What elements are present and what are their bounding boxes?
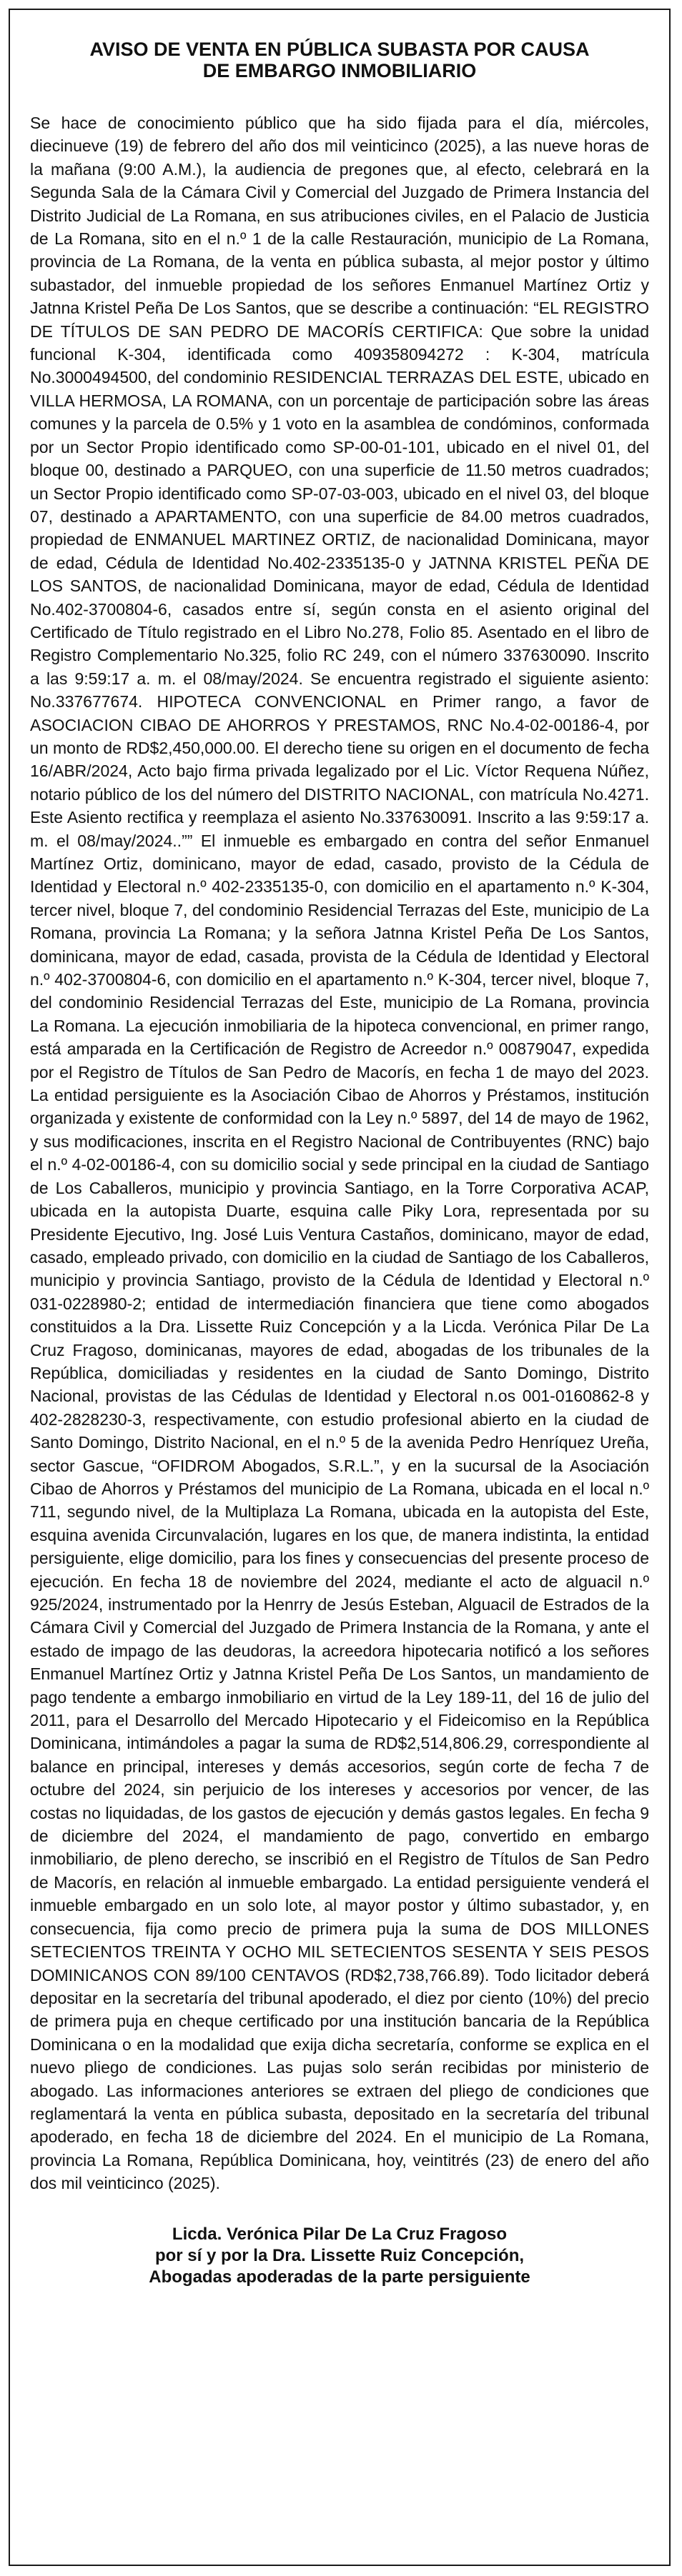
notice-body: Se hace de conocimiento público que ha sido fijada para el día, miércoles, diecinueve (19) de febrero del año dos mil veinticinco (2025), a las nueve horas de la mañana (9:00 A.M.), la audiencia de pregones que, al efecto, celebrará en la Segunda Sala de la Cámara Civil y Comercial del Juzgado de Primera Instancia del Distrito Judicial de La Romana, en sus atribuciones civiles, en el Palacio de Justicia de La Romana, sito en el n.º 1 de la calle Restauración, municipio de La Romana, provincia de La Romana, de la venta en pública subasta, al mejor postor y último subastador, del inmueble propiedad de los señores Enmanuel Martínez Ortiz y Jatnna Kristel Peña De Los Santos, que se describe a continuación: “EL REGISTRO DE TÍTULOS DE SAN PEDRO DE MACORÍS CERTIFICA: Que sobre la unidad funcional K-304, identificada como 409358094272 : K-304, matrícula No.3000494500, del condominio RESIDENCIAL TERRAZAS DEL ESTE, ubicado en VILLA HERMOSA, LA ROMANA, con un porcentaje de participación sobre las áreas comunes y la parcela de 0.5% y 1 voto en la asamblea de condóminos, conformada por un Sector Propio identificado como SP-00-01-101, ubicado en el nivel 01, del bloque 00, destinado a PARQUEO, con una superficie de 11.50 metros cuadrados; un Sector Propio identificado como SP-07-03-003, ubicado en el nivel 03, del bloque 07, destinado a APARTAMENTO, con una superficie de 84.00 metros cuadrados, propiedad de ENMANUEL MARTINEZ ORTIZ, de nacionalidad Dominicana, mayor de edad, Cédula de Identidad No.402-2335135-0 y JATNNA KRISTEL PEÑA DE LOS SANTOS, de nacionalidad Dominicana, mayor de edad, Cédula de Identidad No.402-3700804-6, casados entre sí, según consta en el asiento original del Certificado de Título registrado en el Libro No.278, Folio 85. Asentado en el libro de Registro Complementario No.325, folio RC 249, con el número 337630090. Inscrito a las 9:59:17 a. m. el 08/may/2024. Se encuentra registrado el siguiente asiento: No.337677674. HIPOTECA CONVENCIONAL en Primer rango, a favor de ASOCIACION CIBAO DE AHORROS Y PRESTAMOS, RNC No.4-02-00186-4, por un monto de RD$2,450,000.00. El derecho tiene su origen en el documento de fecha 16/ABR/2024, Acto bajo firma privada legalizado por el Lic. Víctor Requena Núñez, notario público de los del número del DISTRITO NACIONAL, con matrícula No.4271. Este Asiento rectifica y reemplaza el asiento No.337630091. Inscrito a las 9:59:17 a. m. el 08/may/2024..”” El inmueble es embargado en contra del señor Enmanuel Martínez Ortiz, dominicano, mayor de edad, casado, provisto de la Cédula de Identidad y Electoral n.º 402-2335135-0, con domicilio en el apartamento n.º K-304, tercer nivel, bloque 7, del condominio Residencial Terrazas del Este, municipio de La Romana, provincia La Romana; y la señora Jatnna Kristel Peña De Los Santos, dominicana, mayor de edad, casada, provista de la Cédula de Identidad y Electoral n.º 402-3700804-6, con domicilio en el apartamento n.º K-304, tercer nivel, bloque 7, del condominio Residencial Terrazas del Este, municipio de La Romana, provincia La Romana. La ejecución inmobiliaria de la hipoteca convencional, en primer rango, está amparada en la Certificación de Registro de Acreedor n.º 00879047, expedida por el Registro de Títulos de San Pedro de Macorís, en fecha 1 de mayo del 2023. La entidad persiguiente es la Asociación Cibao de Ahorros y Préstamos, institución organizada y existente de conformidad con la Ley n.º 5897, del 14 de mayo de 1962, y sus modificaciones, inscrita en el Registro Nacional de Contribuyentes (RNC) bajo el n.º 4-02-00186-4, con su domicilio social y sede principal en la ciudad de Santiago de Los Caballeros, municipio y provincia Santiago, en la Torre Corporativa ACAP, ubicada en la autopista Duarte, esquina calle Piky Lora, representada por su Presidente Ejecutivo, Ing. José Luis Ventura Castaños, dominicano, mayor de edad, casado, empleado privado, con domicilio en la ciudad de Santiago de los Caballeros, municipio y provincia Santiago, provisto de la Cédula de Identidad y Electoral n.º 031-0228980-2; entidad de intermediación financiera que tiene como abogados constituidos a la Dra. Lissette Ruiz Concepción y a la Licda. Verónica Pilar De La Cruz Fragoso, dominicanas, mayores de edad, abogadas de los tribunales de la República, domiciliadas y residentes en la ciudad de Santo Domingo, Distrito Nacional, provistas de las Cédulas de Identidad y Electoral n.os 001-0160862-8 y 402-2828230-3, respectivamente, con estudio profesional abierto en la ciudad de Santo Domingo, Distrito Nacional, en el n.º 5 de la avenida Pedro Henríquez Ureña, sector Gascue, “OFIDROM Abogados, S.R.L.”, y en la sucursal de la Asociación Cibao de Ahorros y Préstamos del municipio de La Romana, ubicada en el local n.º 711, segundo nivel, de la Multiplaza La Romana, ubicada en la autopista del Este, esquina avenida Circunvalación, lugares en los que, de manera indistinta, la entidad persiguiente, elige domicilio, para los fines y consecuencias del presente proceso de ejecución. En fecha 18 de noviembre del 2024, mediante el acto de alguacil n.º 925/2024, instrumentado por la Henrry de Jesús Esteban, Alguacil de Estrados de la Cámara Civil y Comercial del Juzgado de Primera Instancia de la Romana, y ante el estado de impago de las deudoras, la acreedora hipotecaria notificó a los señores Enmanuel Martínez Ortiz y Jatnna Kristel Peña De Los Santos, un mandamiento de pago tendente a embargo inmobiliario en virtud de la Ley 189-11, del 16 de julio del 2011, para el Desarrollo del Mercado Hipotecario y el Fideicomiso en la República Dominicana, intimándoles a pagar la suma de RD$2,514,806.29, correspondiente al balance en principal, intereses y demás accesorios, según corte de fecha 7 de octubre del 2024, sin perjuicio de los intereses y accesorios por vencer, de las costas no liquidadas, de los gastos de ejecución y demás gastos legales. En fecha 9 de diciembre del 2024, el mandamiento de pago, convertido en embargo inmobiliario, de pleno derecho, se inscribió en el Registro de Títulos de San Pedro de Macorís, en relación al inmueble embargado. La entidad persiguiente venderá el inmueble embargado en un solo lote, al mayor postor y último subastador, y, en consecuencia, fija como precio de primera puja la suma de DOS MILLONES SETECIENTOS TREINTA Y OCHO MIL SETECIENTOS SESENTA Y SEIS PESOS DOMINICANOS CON 89/100 CENTAVOS (RD$2,738,766.89). Todo licitador deberá depositar en la secretaría del tribunal apoderado, el diez por ciento (10%) del precio de primera puja en cheque certificado por una institución bancaria de la República Dominicana o en la modalidad que exija dicha secretaría, conforme se explica en el nuevo pliego de condiciones. Las pujas solo serán recibidas por ministerio de abogado. Las informaciones anteriores se extraen del pliego de condiciones que reglamentará la venta en pública subasta, depositado en la secretaría del tribunal apoderado, en fecha 18 de diciembre del 2024. En el municipio de La Romana, provincia La Romana, República Dominicana, hoy, veintitrés (23) de enero del año dos mil veinticinco (2025). [30,114,649,2193]
signature-line-3: Abogadas apoderadas de la parte persiguiente [149,2267,530,2287]
legal-notice [9,9,671,2566]
signature-line-1: Licda. Verónica Pilar De La Cruz Fragoso [172,2224,508,2244]
signature-block [30,2224,649,2288]
notice-title [30,39,649,81]
signature-line-2: por sí y por la Dra. Lissette Ruiz Concepción, [154,2245,525,2265]
notice-title-line-2: DE EMBARGO INMOBILIARIO [202,60,477,81]
notice-title-line-1: AVISO DE VENTA EN PÚBLICA SUBASTA POR CAUSA [89,39,590,60]
